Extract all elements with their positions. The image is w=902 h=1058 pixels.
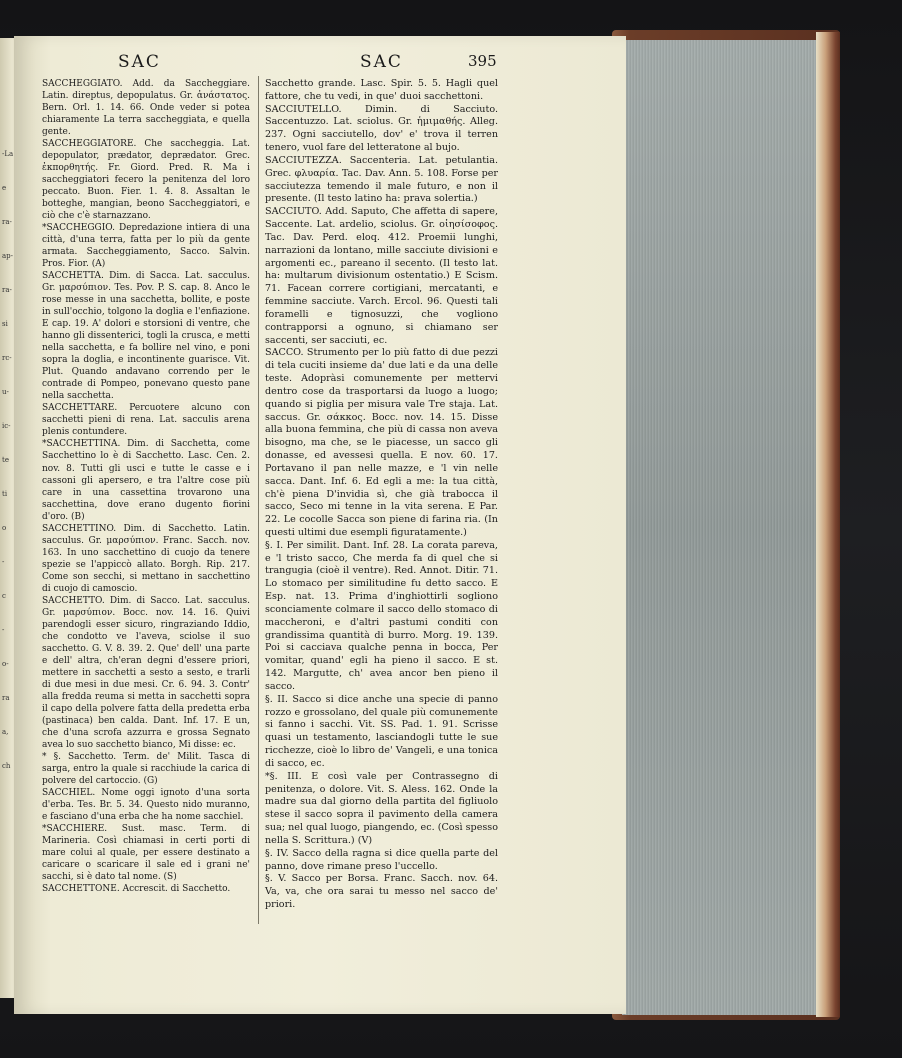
page-number: 395 <box>468 52 497 70</box>
dictionary-entry-sacco-s4: §. IV. Sacco della ragna si dice quella parte del panno, dove rimane preso l'uccello. <box>265 847 498 872</box>
dictionary-entry-saccheggiatore: SACCHEGGIATORE. Che saccheggia. Lat. depopulator, prædator, deprædator. Grec. ἐκπορθητής. Fr. Giord. Pred. R. Ma i saccheggiatori fecero la penitenza del loro peccato. Buon. Fier. 1. 4. 8. Assaltan le botteghe, mangian, beono Saccheggiatori, e ciò che c'è starnazzano. <box>42 139 250 222</box>
dictionary-entry-sacchettina: *SACCHETTINA. Dim. di Sacchetta, come Sacchettino lo è di Sacchetto. Lasc. Cen. 2. nov. 8. Tutti gli usci e tutte le casse e i cassoni gli apersero, e tra l'altre cose più care in una cassettina trovarono una sacchettina, dove erano dugento fiorini d'oro. (B) <box>42 439 250 522</box>
dictionary-entry-sacchettone-cont: Sacchetto grande. Lasc. Spir. 5. 5. Hagli quel fattore, che tu vedi, in que' duoi sacchettoni. <box>265 78 498 102</box>
dictionary-entry-saccheggio: *SACCHEGGIO. Depredazione intiera di una città, d'una terra, fatta per lo più da gente armata. Saccheggiamento, Sacco. Salvin. Pros. Fior. (A) <box>42 223 250 270</box>
dictionary-entry-sacchiel: SACCHIEL. Nome oggi ignoto d'una sorta d'erba. Tes. Br. 5. 34. Questo nido muranno, e fasciano d'una erba che ha nome sacchiel. <box>42 787 250 822</box>
dictionary-entry-sacchetto: SACCHETTO. Dim. di Sacco. Lat. sacculus. Gr. μαρσύπιον. Bocc. nov. 14. 16. Quivi parendogli esser sicuro, ringraziando Iddio, che condotto ve l'aveva, sciolse il suo sacchetto. G. V. 8. 39. 2. Que' dell' una parte e dell' altra, ch'eran degni d'essere priori, mettere in sacchetti a sesto a sesto, e trarli di due mesi in due mesi. Cr. 6. 94. 3. Contr' alla fredda reuma si metta in sacchetti sopra il capo della polvere fatta della predetta erba (pastinaca) ben calda. Dant. Inf. 17. E un, che d'una scrofa azzurra e grossa Segnato avea lo suo sacchetto bianco, Mi disse: ec. <box>42 595 250 750</box>
column-divider <box>258 76 259 924</box>
left-running-head: SAC <box>118 52 161 72</box>
margin-fragment: - <box>2 626 5 634</box>
dictionary-entry-sacco-s3: *§. III. E così vale per Contrassegno di penitenza, o dolore. Vit. S. Aless. 162. Onde la madre sua dal giorno della partita del figliuolo stese il sacco sopra il pavimento della camera sua; nel qual luogo, piangendo, ec. (Così spesso nella S. Scrittura.) (V) <box>265 770 498 846</box>
margin-fragment: c <box>2 592 6 600</box>
dictionary-entry-sacco-s2: §. II. Sacco si dice anche una specie di panno rozzo e grossolano, del quale più comunemente si fanno i sacchi. Vit. SS. Pad. 1. 91. Scrisse quasi un testamento, lasciandogli tutte le sue ricchezze, cioè lo libro de' Vangeli, e una tonica di sacco, ec. <box>265 693 498 769</box>
dictionary-entry-sacciutello: SACCIUTELLO. Dimin. di Sacciuto. Saccentuzzo. Lat. sciolus. Gr. ἡμιμαθής. Alleg. 237. Ogni sacciutello, dov' e' trova il terren tenero, vuol fare del letteratone al bujo. <box>265 103 498 154</box>
dictionary-entry-sacchiere: *SACCHIERE. Sust. masc. Term. di Marineria. Così chiamasi in certi porti di mare colui al quale, per essere destinato a caricare o scaricare il sale ed i grani ne' sacchi, si è dato tal nome. (S) <box>42 823 250 883</box>
margin-fragment: -La <box>2 150 14 158</box>
margin-fragment: ch <box>2 762 11 770</box>
dictionary-entry-sacco-s1: §. I. Per similit. Dant. Inf. 28. La corata pareva, e 'l tristo sacco, Che merda fa di quel che si trangugia (cioè il ventre). Red. Annot. Ditir. 71. Lo stomaco per similitudine fu detto sacco. E Esp. nat. 13. Prima d'inghiottirli sogliono sconciamente colmare il sacco dello stomaco di maccheroni, e d'altri pastumi conditi con grandissima quantità di burro. Morg. 19. 139. Poi si cacciava qualche penna in bocca, Per vomitar, quand' egli ha pieno il sacco. E st. 142. Margutte, ch' avea ancor ben pieno il sacco. <box>265 539 498 692</box>
margin-fragment: ap- <box>2 252 14 260</box>
margin-fragment: e <box>2 184 7 192</box>
margin-fragment: ra- <box>2 286 12 294</box>
margin-fragment: u- <box>2 388 9 396</box>
margin-fragment: - <box>2 558 5 566</box>
margin-fragment: ti <box>2 490 8 498</box>
dictionary-entry-sacciutezza: SACCIUTEZZA. Saccenteria. Lat. petulantia. Grec. φλυαρία. Tac. Dav. Ann. 5. 108. Forse per sacciutezza temendo il male futuro, e non il presente. (Il testo latino ha: prava solertia.) <box>265 154 498 205</box>
dictionary-entry-sacchettone: SACCHETTONE. Accrescit. di Sacchetto. <box>42 884 231 895</box>
dictionary-entry-sacchettino: SACCHETTINO. Dim. di Sacchetto. Latin. sacculus. Gr. μαρσύπιον. Franc. Sacch. nov. 163. In uno sacchettino di cuojo da tenere spezie se l'appiccò allato. Borgh. Rip. 217. Come son secchi, si mettano in sacchettino di cuojo di camoscio. <box>42 523 250 594</box>
dictionary-entry-sacciuto: SACCIUTO. Add. Saputo, Che affetta di sapere, Saccente. Lat. ardelio, sciolus. Gr. οἰησίσοφος. Tac. Dav. Perd. eloq. 412. Proemii lunghi, narrazioni da lontano, mille sacciute divisioni e argomenti ec., pareano il secento. (Il testo lat. ha: multarum divisionum ostentatio.) E Scism. 71. Facean correre cortigiani, mercatanti, e femmine sacciute. Varch. Ercol. 96. Questi tali foramelli e tignosuzzi, che vogliono contrapporsi a ognuno, si chiamano ser saccenti, ser sacciuti, ec. <box>265 206 498 346</box>
margin-fragment: o- <box>2 660 9 668</box>
margin-fragment: ra <box>2 694 10 702</box>
margin-fragment: rc- <box>2 354 12 362</box>
book-spine-right <box>816 32 840 1017</box>
dictionary-entry-sacco: SACCO. Strumento per lo più fatto di due pezzi di tela cuciti insieme da' due lati e da una delle teste. Adopràsi comunemente per mettervi dentro cose da trasportarsi da luogo a luogo; quando si piglia per misura vale Tre staja. Lat. saccus. Gr. σάκκος. Bocc. nov. 14. 15. Disse alla buona femmina, che più di cassa non aveva bisogno, ma che, se le piacesse, un sacco gli donasse, ed avessesi quella. E nov. 60. 17. Portavano il pan nelle mazze, e 'l vin nelle sacca. Dant. Inf. 6. Ed egli a me: la tua città, ch'è piena D'invidia sì, che già trabocca il sacco, Seco mi tenne in la vita serena. E Par. 22. Le cocolle Sacca son piene di farina ria. (In questi ultimi due esempli figuratamente.) <box>265 347 498 538</box>
margin-fragment: si <box>2 320 8 328</box>
margin-fragment: a, <box>2 728 9 736</box>
margin-fragment: ic- <box>2 422 11 430</box>
left-column <box>42 78 250 895</box>
margin-fragment: o <box>2 524 7 532</box>
margin-fragment: te <box>2 456 9 464</box>
right-running-head: SAC <box>360 52 403 72</box>
right-column <box>265 78 498 912</box>
dictionary-entry-sacchettare: SACCHETTARE. Percuotere alcuno con sacchetti pieni di rena. Lat. sacculis arena plenis contundere. <box>42 403 250 438</box>
dictionary-entry-sacco-s5: §. V. Sacco per Borsa. Franc. Sacch. nov. 64. Va, va, che ora sarai tu messo nel sacco de' priori. <box>265 873 498 910</box>
dictionary-entry-sacchetta: SACCHETTA. Dim. di Sacca. Lat. sacculus. Gr. μαρσύπιον. Tes. Pov. P. S. cap. 8. Anco le rose messe in una sacchetta, bollite, e poste in sull'occhio, tolgono la doglia e l'enfiazione. E cap. 19. A' dolori e storsioni di ventre, che hanno gli dissenterici, togli la crusca, e metti nella sacchetta, e fa bollire nel vino, e poni sopra la doglia, e incontinente guarisce. Vit. Plut. Quando andavano correndo per le contrade di Pompeo, ponevano questo pane nella sacchetta. <box>42 271 250 402</box>
margin-fragment: ra- <box>2 218 12 226</box>
dictionary-entry-saccheggiato: SACCHEGGIATO. Add. da Saccheggiare. Latin. direptus, depopulatus. Gr. ἀνάστατος. Bern. Orl. 1. 14. 66. Onde veder si potea chiaramente La terra saccheggiata, e quella gente. <box>42 79 250 138</box>
dictionary-entry-sacchetto-s1: * §. Sacchetto. Term. de' Milit. Tasca di sarga, entro la quale si racchiude la carica di polvere del cartoccio. (G) <box>42 751 250 786</box>
fore-edge-shading <box>622 40 818 1015</box>
